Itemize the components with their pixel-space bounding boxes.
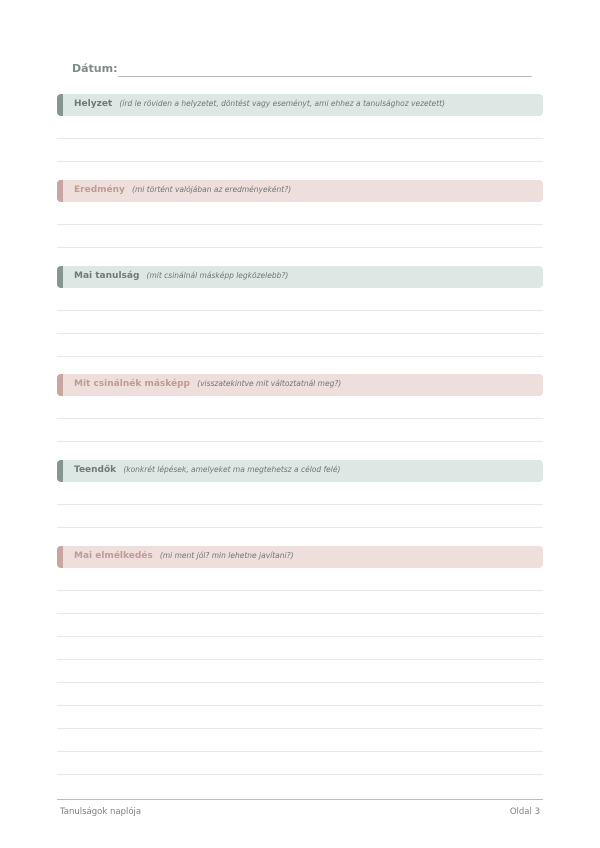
section-accent-bar bbox=[57, 460, 63, 482]
section-title: Helyzet bbox=[74, 99, 113, 109]
date-row bbox=[72, 60, 532, 80]
section-hint: (mi történt valójában az eredményeként?) bbox=[132, 185, 292, 194]
footer-page-number: Oldal 3 bbox=[509, 807, 540, 817]
section-title: Mai tanulság bbox=[74, 271, 140, 281]
writing-line[interactable] bbox=[57, 660, 543, 683]
section-header bbox=[57, 546, 543, 568]
writing-line[interactable] bbox=[57, 202, 543, 225]
date-input-line[interactable] bbox=[118, 76, 532, 77]
writing-line[interactable] bbox=[57, 637, 543, 660]
section-accent-bar bbox=[57, 374, 63, 396]
section-hint: (írd le röviden a helyzetet, döntést vagy eseményt, ami ehhez a tanulsághoz vezetett) bbox=[119, 99, 445, 108]
section-hint: (konkrét lépések, amelyeket ma megtehetsz a célod felé) bbox=[123, 465, 341, 474]
writing-line[interactable] bbox=[57, 139, 543, 162]
footer-journal-title: Tanulságok naplója bbox=[60, 807, 142, 817]
writing-line[interactable] bbox=[57, 752, 543, 775]
writing-line[interactable] bbox=[57, 591, 543, 614]
writing-line[interactable] bbox=[57, 396, 543, 419]
writing-line[interactable] bbox=[57, 568, 543, 591]
writing-line[interactable] bbox=[57, 729, 543, 752]
writing-line[interactable] bbox=[57, 288, 543, 311]
writing-line[interactable] bbox=[57, 614, 543, 637]
writing-line[interactable] bbox=[57, 311, 543, 334]
section-situation bbox=[57, 94, 543, 162]
section-title: Mit csinálnék másképp bbox=[74, 379, 190, 389]
section-accent-bar bbox=[57, 180, 63, 202]
section-header bbox=[57, 460, 543, 482]
section-header bbox=[57, 374, 543, 396]
section-header bbox=[57, 266, 543, 288]
section-reflection bbox=[57, 546, 543, 775]
section-hint: (mit csinálnál másképp legközelebb?) bbox=[146, 271, 289, 280]
section-hint: (visszatekintve mit változtatnál meg?) bbox=[197, 379, 342, 388]
writing-line[interactable] bbox=[57, 419, 543, 442]
section-todos bbox=[57, 460, 543, 528]
writing-line[interactable] bbox=[57, 505, 543, 528]
section-title: Teendők bbox=[74, 465, 117, 475]
writing-line[interactable] bbox=[57, 482, 543, 505]
writing-line[interactable] bbox=[57, 334, 543, 357]
writing-line[interactable] bbox=[57, 116, 543, 139]
section-do-differently bbox=[57, 374, 543, 442]
section-result bbox=[57, 180, 543, 248]
section-title: Mai elmélkedés bbox=[74, 551, 153, 561]
writing-line[interactable] bbox=[57, 683, 543, 706]
footer-divider bbox=[57, 799, 543, 800]
section-accent-bar bbox=[57, 546, 63, 568]
section-hint: (mi ment jól? min lehetne javítani?) bbox=[159, 551, 294, 560]
section-accent-bar bbox=[57, 94, 63, 116]
writing-line[interactable] bbox=[57, 706, 543, 729]
section-lesson bbox=[57, 266, 543, 357]
section-header bbox=[57, 180, 543, 202]
section-accent-bar bbox=[57, 266, 63, 288]
section-header bbox=[57, 94, 543, 116]
writing-line[interactable] bbox=[57, 225, 543, 248]
date-label: Dátum: bbox=[72, 62, 118, 75]
section-title: Eredmény bbox=[74, 185, 125, 195]
